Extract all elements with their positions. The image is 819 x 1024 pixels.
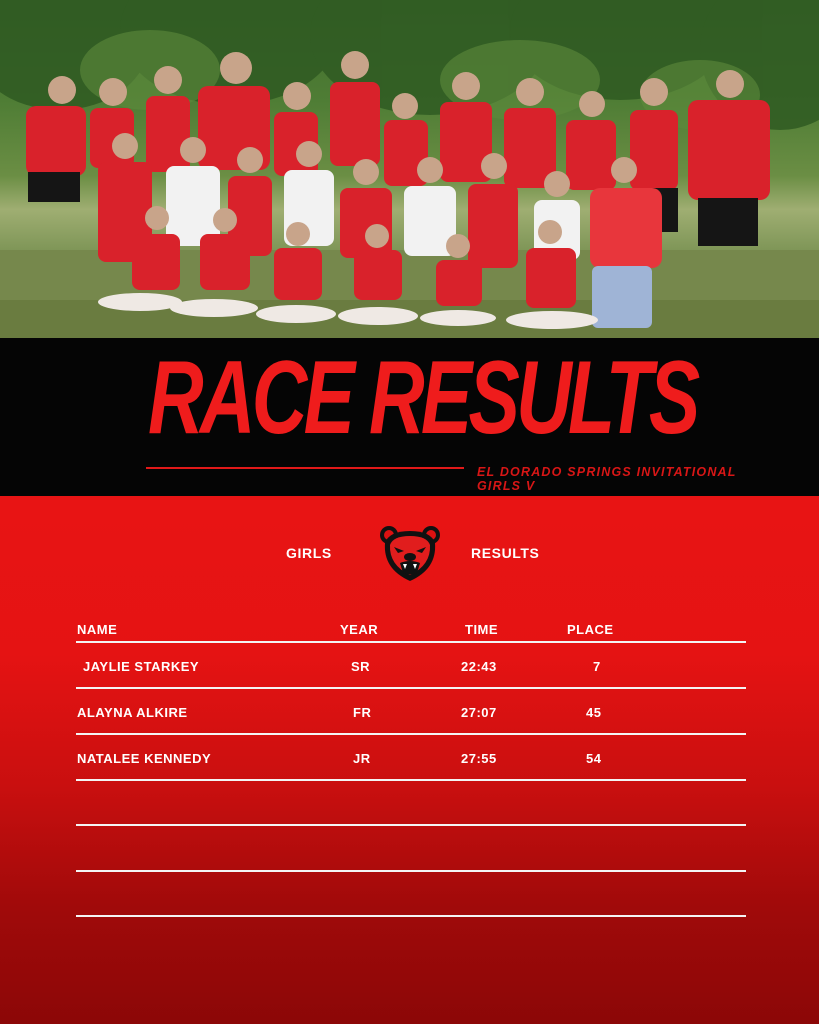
results-label: RESULTS: [471, 545, 540, 561]
team-photo: [0, 0, 819, 338]
team-photo-illustration: [0, 0, 819, 338]
meet-name: EL DORADO SPRINGS INVITATIONAL: [477, 465, 737, 479]
result-place: 7: [593, 659, 601, 674]
page-title: RACE RESULTS: [148, 340, 697, 456]
table-rule: [76, 870, 746, 872]
girls-label: GIRLS: [286, 545, 332, 561]
result-year: SR: [351, 659, 371, 674]
bear-logo-icon: [379, 523, 441, 583]
result-time: 27:55: [461, 751, 497, 766]
result-name: ALAYNA ALKIRE: [77, 705, 188, 720]
division-label: GIRLS V: [477, 479, 536, 493]
result-place: 54: [586, 751, 602, 766]
result-year: JR: [353, 751, 371, 766]
column-header-place: PLACE: [567, 622, 614, 637]
result-name: JAYLIE STARKEY: [83, 659, 200, 674]
table-rule: [76, 733, 746, 735]
table-rule: [76, 641, 746, 643]
result-year: FR: [353, 705, 372, 720]
result-place: 45: [586, 705, 602, 720]
title-underline: [146, 467, 464, 469]
result-time: 27:07: [461, 705, 497, 720]
table-rule: [76, 687, 746, 689]
table-rule: [76, 915, 746, 917]
table-rule: [76, 779, 746, 781]
table-rule: [76, 824, 746, 826]
column-header-time: TIME: [465, 622, 499, 637]
result-name: NATALEE KENNEDY: [77, 751, 212, 766]
result-time: 22:43: [461, 659, 497, 674]
column-header-year: YEAR: [340, 622, 379, 637]
column-header-name: NAME: [77, 622, 118, 637]
